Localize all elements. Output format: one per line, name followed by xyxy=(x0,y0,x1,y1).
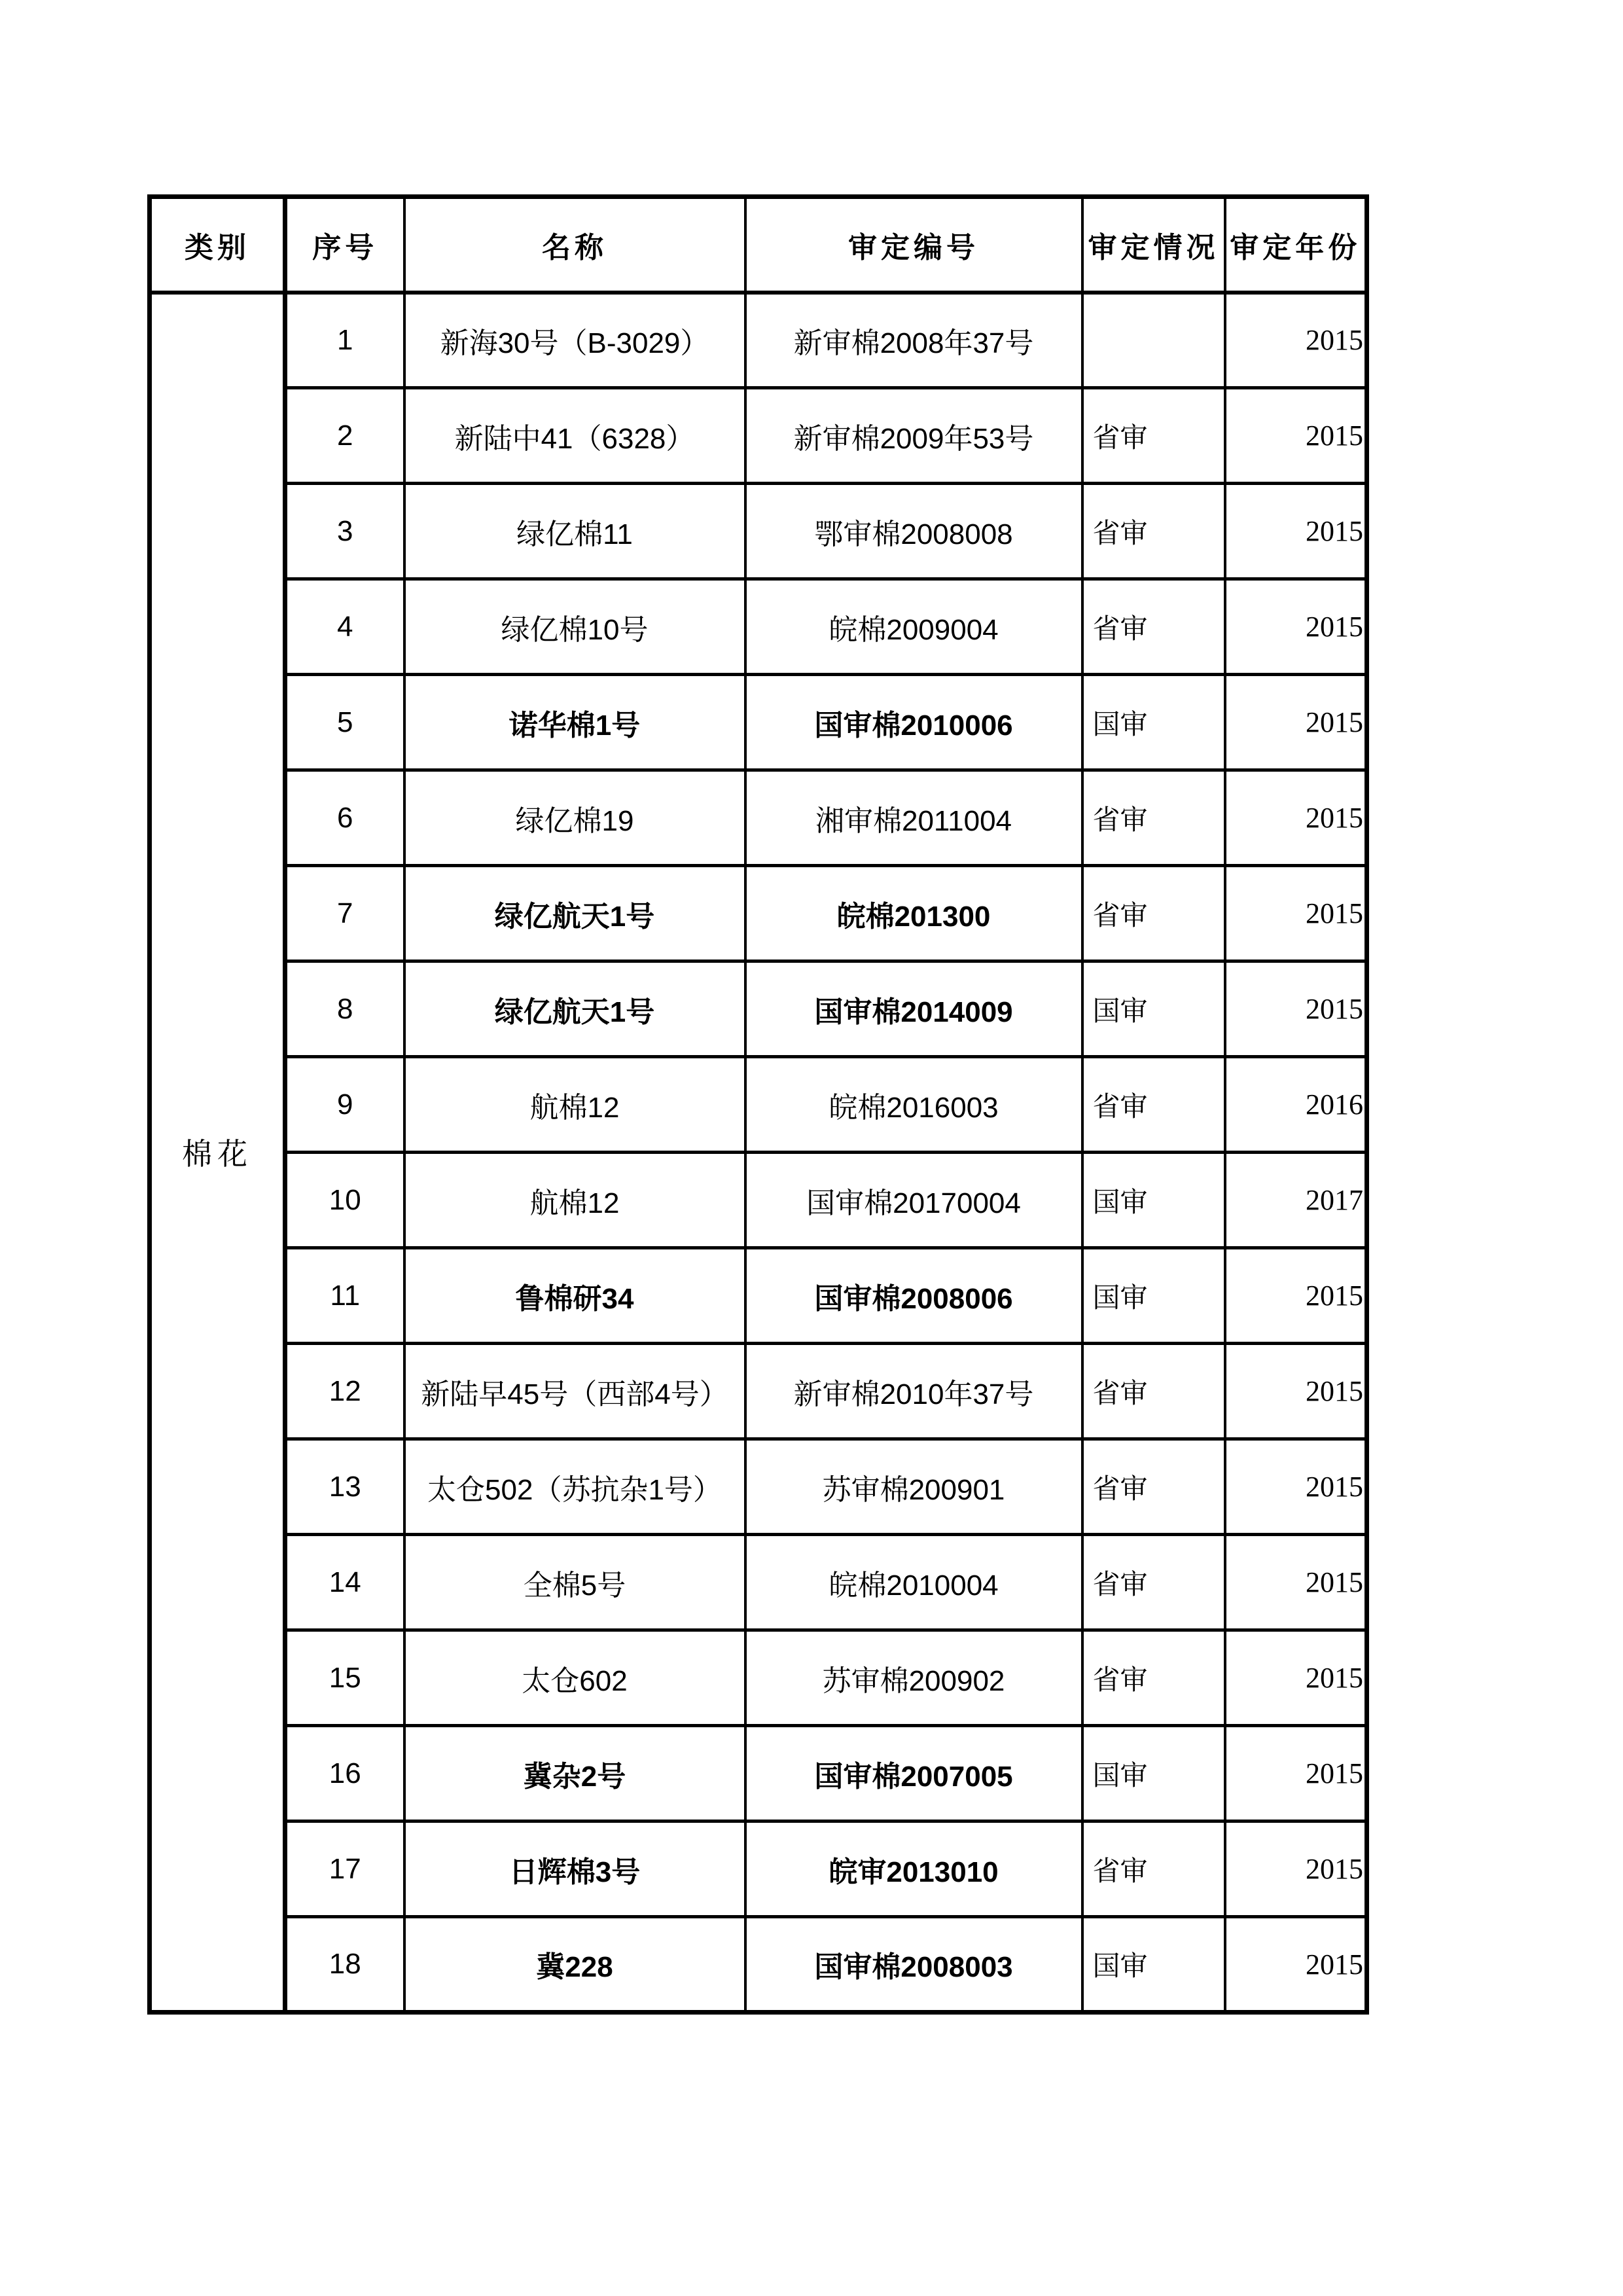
serial-cell: 16 xyxy=(285,1726,404,1821)
serial-cell: 18 xyxy=(285,1917,404,2013)
serial-cell: 6 xyxy=(285,770,404,866)
status-cell: 国审 xyxy=(1082,675,1225,770)
code-cell: 湘审棉2011004 xyxy=(745,770,1082,866)
status-cell: 国审 xyxy=(1082,1248,1225,1344)
code-cell: 新审棉2008年37号 xyxy=(745,293,1082,388)
serial-cell: 14 xyxy=(285,1535,404,1630)
code-cell: 皖棉201300 xyxy=(745,866,1082,961)
status-cell: 省审 xyxy=(1082,866,1225,961)
code-cell: 苏审棉200902 xyxy=(745,1630,1082,1726)
year-cell: 2015 xyxy=(1225,1630,1367,1726)
code-cell: 苏审棉200901 xyxy=(745,1439,1082,1535)
code-cell: 国审棉2008003 xyxy=(745,1917,1082,2013)
table-row xyxy=(150,1439,1367,1535)
code-cell: 新审棉2009年53号 xyxy=(745,388,1082,484)
status-cell: 省审 xyxy=(1082,1630,1225,1726)
status-cell: 国审 xyxy=(1082,1726,1225,1821)
year-cell: 2015 xyxy=(1225,484,1367,579)
code-cell: 新审棉2010年37号 xyxy=(745,1344,1082,1439)
category-cell: 棉花 xyxy=(150,293,285,2013)
header-status: 审定情况 xyxy=(1082,197,1225,293)
serial-cell: 13 xyxy=(285,1439,404,1535)
name-cell: 冀228 xyxy=(404,1917,745,2013)
table-row xyxy=(150,1726,1367,1821)
name-cell: 太仓502（苏抗杂1号） xyxy=(404,1439,745,1535)
table-row xyxy=(150,1917,1367,2013)
code-cell: 国审棉2007005 xyxy=(745,1726,1082,1821)
year-cell: 2015 xyxy=(1225,866,1367,961)
year-cell: 2017 xyxy=(1225,1153,1367,1248)
table-row xyxy=(150,675,1367,770)
code-cell: 国审棉2008006 xyxy=(745,1248,1082,1344)
table-row xyxy=(150,1153,1367,1248)
code-cell: 皖棉2010004 xyxy=(745,1535,1082,1630)
serial-cell: 9 xyxy=(285,1057,404,1153)
year-cell: 2015 xyxy=(1225,675,1367,770)
serial-cell: 17 xyxy=(285,1821,404,1917)
year-cell: 2015 xyxy=(1225,961,1367,1057)
name-cell: 绿亿航天1号 xyxy=(404,866,745,961)
code-cell: 国审棉20170004 xyxy=(745,1153,1082,1248)
status-cell: 国审 xyxy=(1082,1153,1225,1248)
year-cell: 2015 xyxy=(1225,1439,1367,1535)
table-header-row xyxy=(150,197,1367,293)
name-cell: 新陆中41（6328） xyxy=(404,388,745,484)
status-cell: 省审 xyxy=(1082,1439,1225,1535)
status-cell: 省审 xyxy=(1082,388,1225,484)
serial-cell: 15 xyxy=(285,1630,404,1726)
name-cell: 太仓602 xyxy=(404,1630,745,1726)
code-cell: 皖审2013010 xyxy=(745,1821,1082,1917)
name-cell: 新陆早45号（西部4号） xyxy=(404,1344,745,1439)
code-cell: 皖棉2009004 xyxy=(745,579,1082,675)
name-cell: 全棉5号 xyxy=(404,1535,745,1630)
status-cell xyxy=(1082,293,1225,388)
name-cell: 冀杂2号 xyxy=(404,1726,745,1821)
status-cell: 省审 xyxy=(1082,1344,1225,1439)
name-cell: 绿亿航天1号 xyxy=(404,961,745,1057)
name-cell: 绿亿棉10号 xyxy=(404,579,745,675)
status-cell: 省审 xyxy=(1082,770,1225,866)
year-cell: 2015 xyxy=(1225,579,1367,675)
name-cell: 鲁棉研34 xyxy=(404,1248,745,1344)
serial-cell: 7 xyxy=(285,866,404,961)
code-cell: 国审棉2014009 xyxy=(745,961,1082,1057)
header-year: 审定年份 xyxy=(1225,197,1367,293)
name-cell: 航棉12 xyxy=(404,1153,745,1248)
year-cell: 2015 xyxy=(1225,1821,1367,1917)
name-cell: 绿亿棉19 xyxy=(404,770,745,866)
table-row xyxy=(150,770,1367,866)
table-row xyxy=(150,961,1367,1057)
serial-cell: 12 xyxy=(285,1344,404,1439)
header-category: 类别 xyxy=(150,197,285,293)
status-cell: 省审 xyxy=(1082,484,1225,579)
year-cell: 2015 xyxy=(1225,388,1367,484)
year-cell: 2015 xyxy=(1225,1917,1367,2013)
status-cell: 省审 xyxy=(1082,579,1225,675)
table-row xyxy=(150,1057,1367,1153)
table-row xyxy=(150,866,1367,961)
name-cell: 诺华棉1号 xyxy=(404,675,745,770)
code-cell: 国审棉2010006 xyxy=(745,675,1082,770)
code-cell: 皖棉2016003 xyxy=(745,1057,1082,1153)
table-row xyxy=(150,293,1367,388)
year-cell: 2015 xyxy=(1225,1344,1367,1439)
code-cell: 鄂审棉2008008 xyxy=(745,484,1082,579)
table-row xyxy=(150,484,1367,579)
year-cell: 2015 xyxy=(1225,293,1367,388)
table-row xyxy=(150,1248,1367,1344)
table-row xyxy=(150,579,1367,675)
table-row xyxy=(150,388,1367,484)
table-row xyxy=(150,1821,1367,1917)
table-row xyxy=(150,1535,1367,1630)
status-cell: 省审 xyxy=(1082,1057,1225,1153)
serial-cell: 2 xyxy=(285,388,404,484)
year-cell: 2015 xyxy=(1225,1535,1367,1630)
header-serial: 序号 xyxy=(285,197,404,293)
table-row xyxy=(150,1344,1367,1439)
header-name: 名称 xyxy=(404,197,745,293)
header-code: 审定编号 xyxy=(745,197,1082,293)
status-cell: 省审 xyxy=(1082,1821,1225,1917)
year-cell: 2015 xyxy=(1225,770,1367,866)
table-row xyxy=(150,1630,1367,1726)
year-cell: 2016 xyxy=(1225,1057,1367,1153)
name-cell: 航棉12 xyxy=(404,1057,745,1153)
year-cell: 2015 xyxy=(1225,1248,1367,1344)
name-cell: 新海30号（B-3029） xyxy=(404,293,745,388)
year-cell: 2015 xyxy=(1225,1726,1367,1821)
serial-cell: 1 xyxy=(285,293,404,388)
status-cell: 省审 xyxy=(1082,1535,1225,1630)
variety-approval-table xyxy=(147,194,1369,2015)
serial-cell: 3 xyxy=(285,484,404,579)
name-cell: 绿亿棉11 xyxy=(404,484,745,579)
status-cell: 国审 xyxy=(1082,961,1225,1057)
document-page xyxy=(147,194,1369,2015)
serial-cell: 5 xyxy=(285,675,404,770)
serial-cell: 8 xyxy=(285,961,404,1057)
status-cell: 国审 xyxy=(1082,1917,1225,2013)
name-cell: 日辉棉3号 xyxy=(404,1821,745,1917)
serial-cell: 10 xyxy=(285,1153,404,1248)
serial-cell: 11 xyxy=(285,1248,404,1344)
serial-cell: 4 xyxy=(285,579,404,675)
